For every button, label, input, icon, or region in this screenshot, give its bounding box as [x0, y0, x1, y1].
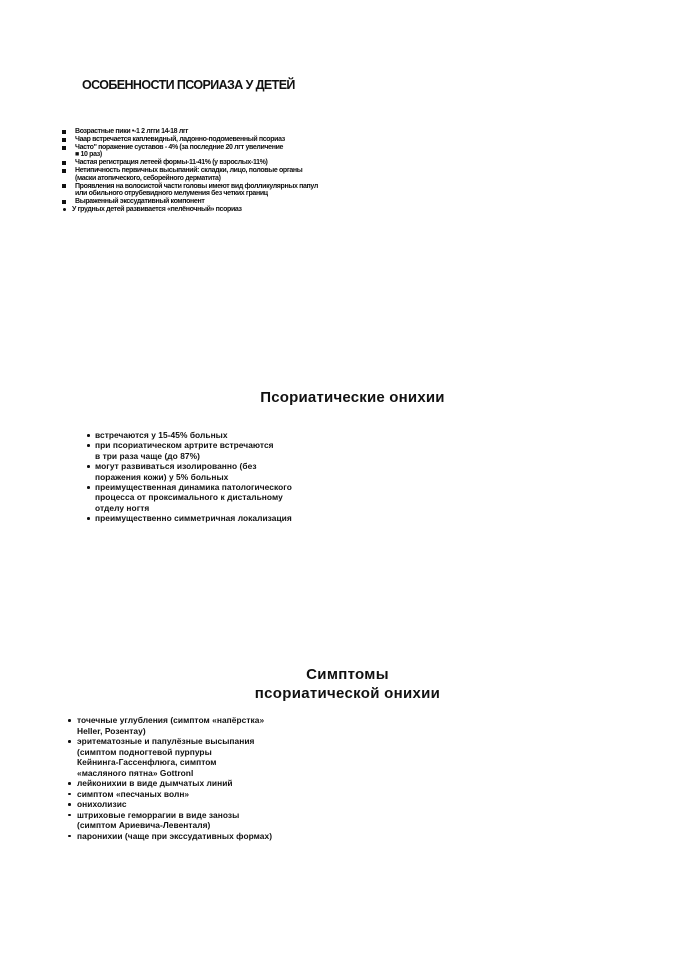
list-item: Нетипичность первичных высыпаний: складки, лицо, половые органы (маски атопического, себорейного дерматита) — [62, 167, 322, 182]
slide-title: ОСОБЕННОСТИ ПСОРИАЗА У ДЕТЕЙ — [82, 78, 295, 92]
list-item: У грудных детей развивается «пелёночный» псориаз — [62, 206, 322, 213]
dot-bullet-icon — [87, 465, 90, 468]
list-item: Частая регистрация летеей формы-11-41% (у взрослых-11%) — [62, 159, 322, 166]
square-bullet-icon — [62, 200, 66, 204]
list-item: штриховые геморрагии в виде занозы (симптом Ариевича-Левенталя) — [67, 810, 327, 831]
list-item: Чаар встречается каплевидный, ладонно-подомевенный псориаз — [62, 136, 322, 143]
list-item: преимущественная динамика патологического процесса от проксимального к дистальному отделу ногтя — [86, 482, 346, 513]
list-item: точечные углубления (симптом «напёрстка» Heller, Розентау) — [67, 715, 327, 736]
list-item: преимущественно симметричная локализация — [86, 513, 346, 523]
bullet-list — [67, 715, 327, 841]
dot-bullet-icon — [68, 719, 71, 722]
dot-bullet-icon — [63, 208, 66, 211]
dot-bullet-icon — [87, 444, 90, 447]
square-bullet-icon — [62, 146, 66, 150]
square-bullet-icon — [62, 130, 66, 134]
dot-bullet-icon — [68, 740, 71, 743]
list-item: эритематозные и папулёзные высыпания (симптом подногтевой пурпуры Кейнинга-Гассенфлюга, симптом «масляного пятна» Gottronl — [67, 736, 327, 778]
slide-title: Псориатические онихии — [260, 389, 445, 406]
square-bullet-icon — [62, 138, 66, 142]
bullet-list — [86, 430, 346, 524]
list-item: лейконихии в виде дымчатых линий — [67, 778, 327, 789]
dot-bullet-icon — [68, 835, 71, 838]
list-item: встречаются у 15-45% больных — [86, 430, 346, 440]
list-item: Возрастные пики •-1 2 лгги 14-18 лгг — [62, 128, 322, 135]
list-item: симптом «песчаных волн» — [67, 789, 327, 800]
slide-title-line: Симптомы — [306, 666, 389, 683]
dot-bullet-icon — [87, 434, 90, 437]
list-item: онихолизис — [67, 799, 327, 810]
list-item: могут развиваться изолированно (без поражения кожи) у 5% больных — [86, 461, 346, 482]
list-item: паронихии (чаще при экссудативных формах) — [67, 831, 327, 842]
square-bullet-icon — [62, 169, 66, 173]
dot-bullet-icon — [68, 793, 71, 796]
dot-bullet-icon — [68, 803, 71, 806]
dot-bullet-icon — [68, 814, 71, 817]
dot-bullet-icon — [87, 517, 90, 520]
dot-bullet-icon — [87, 486, 90, 489]
dot-bullet-icon — [68, 782, 71, 785]
square-bullet-icon — [62, 184, 66, 188]
square-bullet-icon — [62, 161, 66, 165]
slide-title-line: псориатической онихии — [254, 685, 441, 702]
list-item: Проявления на волосистой части головы имеют вид фолликулярных папул или обильного отрубевидного мелумения без четких границ — [62, 183, 322, 198]
list-item: при псориатическом артрите встречаются в три раза чаще (до 87%) — [86, 440, 346, 461]
list-item: Выраженный экссудативный компонент — [62, 198, 322, 205]
slide-title — [0, 665, 677, 703]
list-item: Часто" поражение суставов - 4% (за последние 20 лгт увеличение ■ 10 раз) — [62, 144, 322, 159]
bullet-list — [62, 128, 322, 214]
